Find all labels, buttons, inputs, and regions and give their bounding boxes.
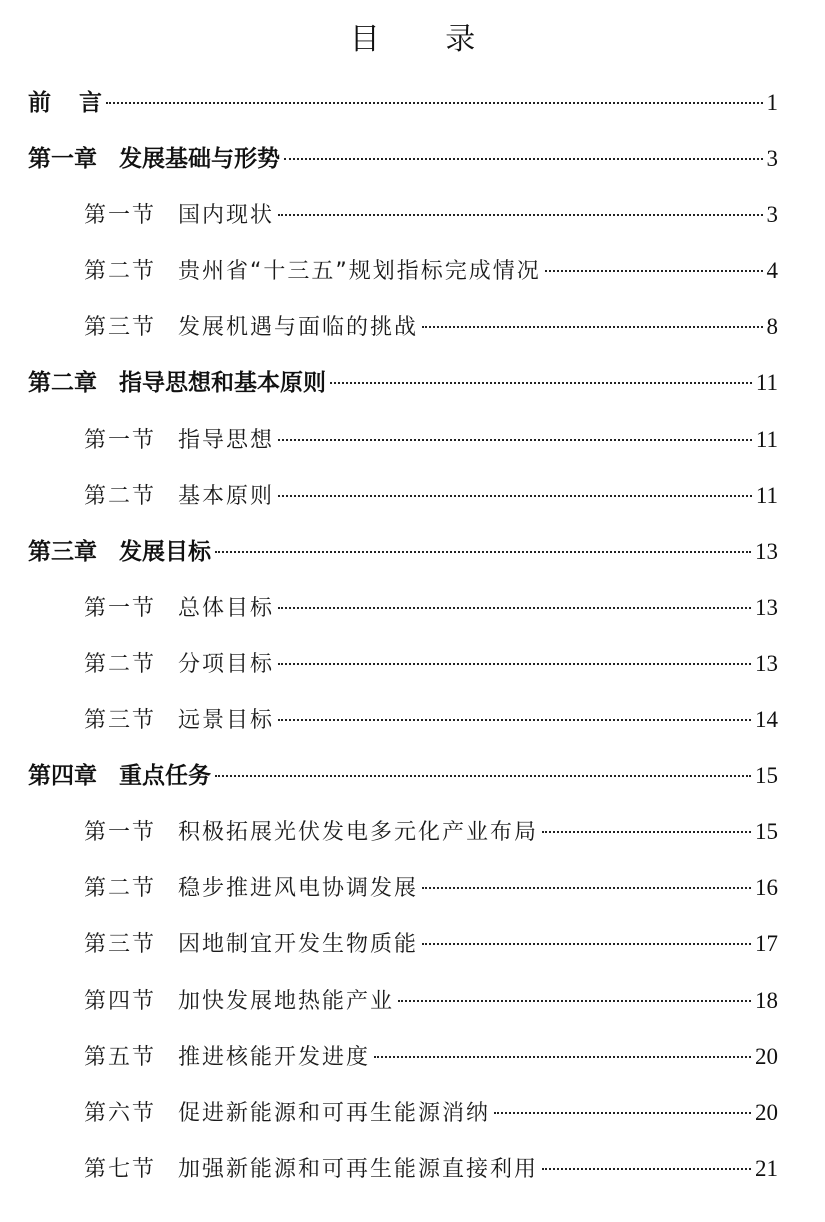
toc-entry-label (84, 424, 274, 458)
toc-entry-page-number: 15 (755, 819, 778, 845)
toc-entry-page-number: 11 (755, 370, 778, 396)
toc-entry-number: 第三章 (28, 538, 97, 565)
toc-entry-section[interactable] (0, 859, 825, 915)
dot-leader (542, 831, 751, 833)
toc-entry-page-number: 1 (766, 90, 778, 115)
toc-entry-number: 第五节 (84, 1044, 157, 1070)
toc-entry-chapter-4[interactable] (0, 747, 825, 803)
toc-entry-text: 指导思想和基本原则 (119, 370, 326, 397)
toc-entry-text: 发展机遇与面临的挑战 (178, 315, 419, 341)
toc-entry-number: 第三节 (84, 708, 157, 734)
dot-leader (278, 719, 751, 721)
toc-entry-label (84, 1097, 490, 1131)
toc-entry-text: 发展目标 (119, 538, 211, 565)
toc-entry-page-number: 14 (755, 707, 778, 733)
toc-entry-number: 第一节 (84, 820, 157, 846)
toc-entry-text: 分项目标 (178, 651, 275, 677)
dot-leader (278, 607, 751, 609)
toc-entry-page-number: 4 (766, 258, 778, 284)
toc-entry-number: 第二章 (28, 370, 97, 397)
toc-entry-section[interactable] (0, 579, 825, 635)
toc-entry-label (28, 535, 211, 569)
toc-entry-text: 言 (79, 90, 102, 116)
toc-entry-page-number: 13 (755, 650, 778, 676)
toc-entry-label (84, 985, 394, 1019)
toc-entry-chapter-2[interactable] (0, 354, 825, 410)
toc-entry-text: 贵州省“十三五”规划指标完成情况 (178, 259, 541, 285)
toc-entry-section[interactable] (0, 635, 825, 691)
toc-entry-text: 基本原则 (178, 483, 275, 509)
toc-entry-label (84, 1041, 370, 1075)
page-title: 目 录 (349, 22, 504, 57)
toc-entry-label (84, 928, 418, 962)
toc-entry-label (84, 1153, 538, 1187)
toc-entry-section[interactable] (0, 411, 825, 467)
toc-entry-number: 第六节 (84, 1100, 157, 1126)
toc-entry-section[interactable] (0, 803, 825, 859)
toc-entry-number: 第二节 (84, 651, 157, 677)
toc-entry-text: 积极拓展光伏发电多元化产业布局 (178, 820, 539, 846)
dot-leader (545, 270, 763, 272)
toc-entry-page-number: 8 (766, 314, 778, 340)
toc-entry-preface[interactable] (0, 74, 825, 130)
toc-entry-section[interactable] (0, 298, 825, 354)
toc-entry-section[interactable] (0, 1028, 825, 1084)
toc-entry-text: 加快发展地热能产业 (178, 988, 395, 1014)
toc-entry-text: 国内现状 (178, 203, 275, 229)
dot-leader (284, 158, 763, 160)
toc-entry-page-number: 3 (766, 202, 778, 228)
toc-entry-text: 指导思想 (178, 427, 275, 453)
toc-entry-label (84, 648, 274, 682)
toc-entry-number: 第一章 (28, 146, 97, 173)
toc-entry-label (84, 199, 274, 233)
toc-entry-page-number: 16 (755, 875, 778, 901)
toc-entry-page-number: 11 (755, 482, 778, 508)
toc-entry-text: 推进核能开发进度 (178, 1044, 371, 1070)
toc-entry-number: 第四章 (28, 763, 97, 790)
toc-entry-number: 第三节 (84, 932, 157, 958)
toc-entry-label (84, 704, 274, 738)
toc-entry-number: 第一节 (84, 203, 157, 229)
toc-entry-section[interactable] (0, 915, 825, 971)
toc-entry-label (84, 592, 274, 626)
dot-leader (278, 439, 752, 441)
toc-entry-label (28, 366, 326, 400)
toc-entry-section[interactable] (0, 186, 825, 242)
toc-entry-number: 前 (28, 90, 51, 116)
toc-entry-page-number: 20 (755, 1043, 778, 1069)
toc-entry-text: 因地制宜开发生物质能 (178, 932, 419, 958)
toc-entry-number: 第一节 (84, 595, 157, 621)
dot-leader (494, 1112, 751, 1114)
dot-leader (542, 1168, 751, 1170)
dot-leader (278, 214, 762, 216)
toc-entry-section[interactable] (0, 242, 825, 298)
toc-entry-label (84, 311, 418, 345)
toc-entry-section[interactable] (0, 1084, 825, 1140)
toc-entry-page-number: 11 (755, 426, 778, 452)
toc-entry-number: 第四节 (84, 988, 157, 1014)
dot-leader (398, 1000, 751, 1002)
toc-entry-label (28, 142, 280, 176)
dot-leader (278, 495, 752, 497)
toc-entry-page-number: 21 (755, 1155, 778, 1181)
toc-entry-section[interactable] (0, 691, 825, 747)
toc-entry-section[interactable] (0, 1140, 825, 1196)
toc-entry-number: 第二节 (84, 876, 157, 902)
toc-entry-label (84, 480, 274, 514)
toc-entry-text: 稳步推进风电协调发展 (178, 876, 419, 902)
dot-leader (215, 551, 751, 553)
dot-leader (215, 775, 751, 777)
toc-entry-number: 第二节 (84, 259, 157, 285)
dot-leader (278, 663, 751, 665)
dot-leader (422, 943, 751, 945)
dot-leader (422, 887, 751, 889)
dot-leader (106, 102, 763, 104)
toc-entry-chapter-3[interactable] (0, 523, 825, 579)
toc-entry-page-number: 17 (755, 931, 778, 957)
toc-entry-number: 第一节 (84, 427, 157, 453)
toc-entry-chapter-1[interactable] (0, 130, 825, 186)
toc-entry-label (28, 86, 102, 120)
toc-entry-section[interactable] (0, 972, 825, 1028)
toc-entry-page-number: 13 (755, 594, 778, 620)
toc-entry-text: 发展基础与形势 (119, 146, 280, 173)
toc-entry-number: 第三节 (84, 315, 157, 341)
toc-entry-page-number: 3 (766, 146, 778, 172)
toc-entry-page-number: 13 (755, 538, 778, 564)
toc-list (0, 74, 825, 1196)
dot-leader (374, 1056, 751, 1058)
toc-entry-text: 总体目标 (178, 595, 275, 621)
toc-entry-page-number: 15 (755, 763, 778, 789)
toc-entry-label (28, 759, 211, 793)
dot-leader (330, 382, 752, 384)
toc-entry-label (84, 872, 418, 906)
toc-entry-label (84, 816, 538, 850)
toc-entry-label (84, 255, 541, 289)
dot-leader (422, 326, 762, 328)
toc-entry-number: 第二节 (84, 483, 157, 509)
toc-entry-page-number: 18 (755, 987, 778, 1013)
toc-entry-number: 第七节 (84, 1156, 157, 1182)
toc-entry-page-number: 20 (755, 1099, 778, 1125)
toc-entry-text: 加强新能源和可再生能源直接利用 (178, 1156, 539, 1182)
toc-entry-section[interactable] (0, 467, 825, 523)
toc-entry-text: 远景目标 (178, 708, 275, 734)
toc-entry-text: 促进新能源和可再生能源消纳 (178, 1100, 491, 1126)
toc-entry-text: 重点任务 (119, 763, 211, 790)
